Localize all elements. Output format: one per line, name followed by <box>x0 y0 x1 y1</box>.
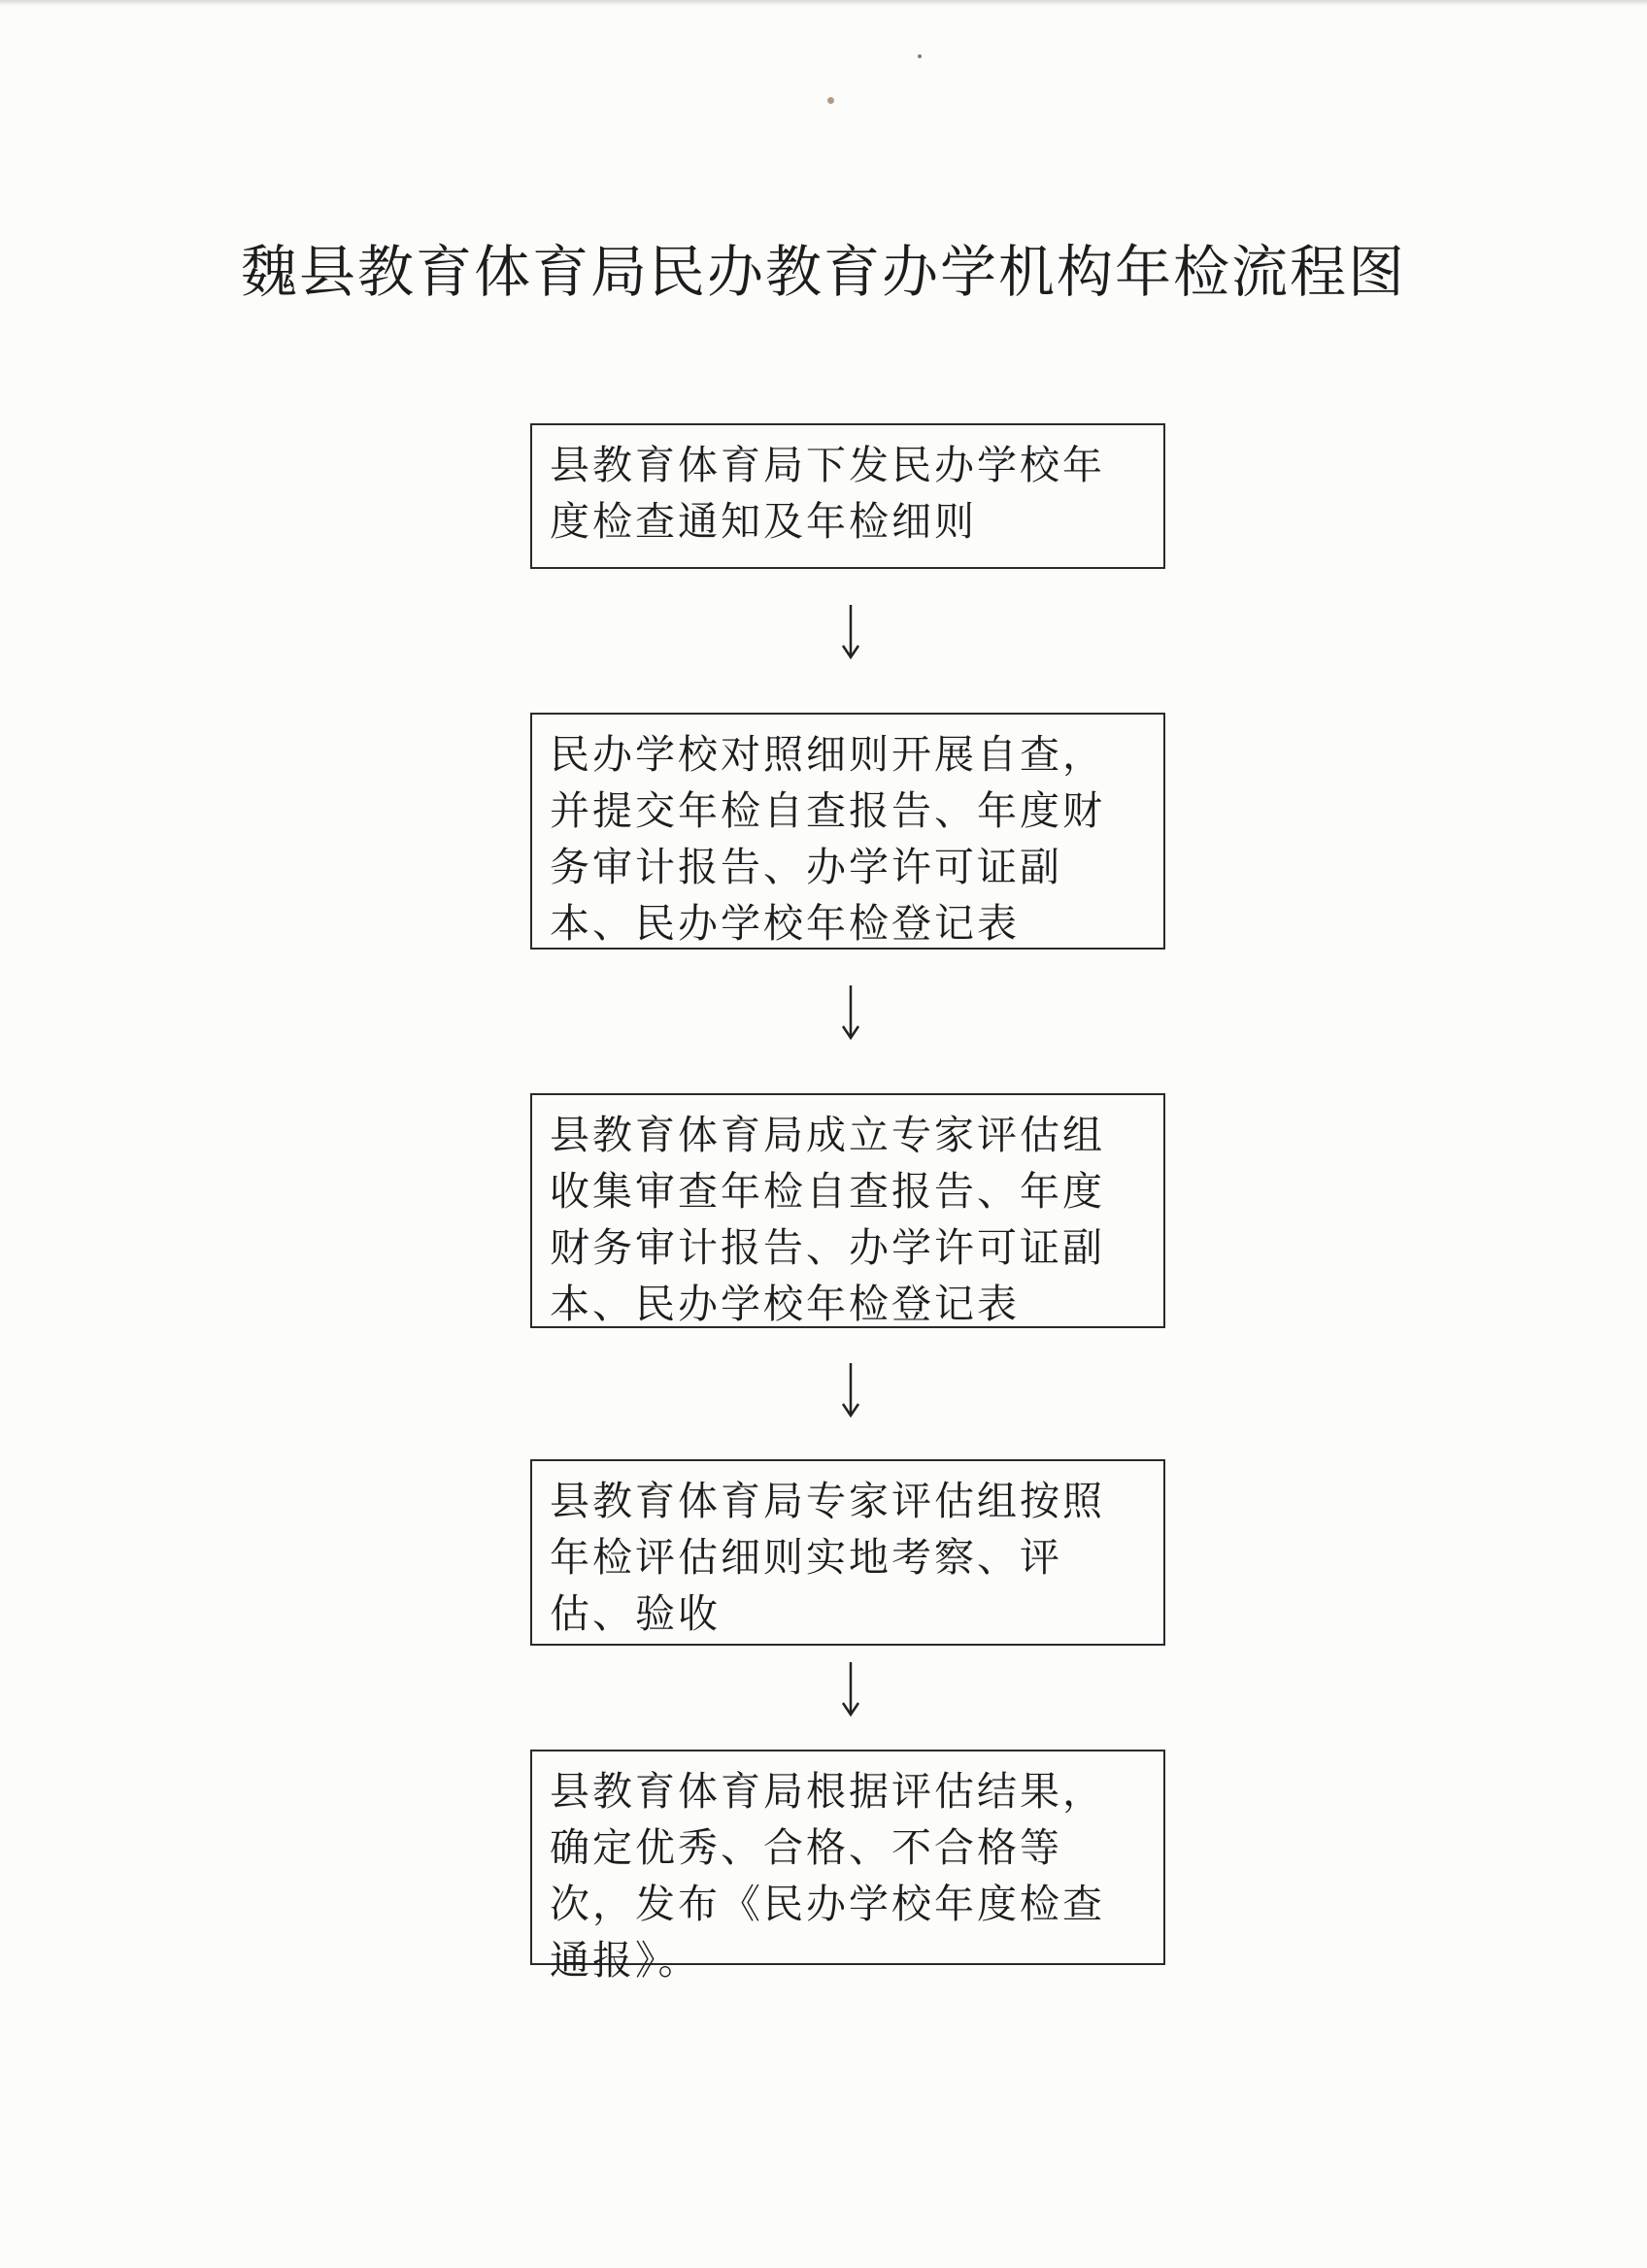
arrow-down-icon <box>835 603 866 661</box>
step-5-box: 县教育体育局根据评估结果，确定优秀、合格、不合格等次，发布《民办学校年度检查通报》。 <box>530 1750 1165 1965</box>
scan-speck <box>827 97 834 104</box>
scan-speck <box>918 54 922 58</box>
flowchart-title: 魏县教育体育局民办教育办学机构年检流程图 <box>240 239 1406 305</box>
step-2-box: 民办学校对照细则开展自查，并提交年检自查报告、年度财务审计报告、办学许可证副本、民办学校年检登记表 <box>530 713 1165 950</box>
step-3-box: 县教育体育局成立专家评估组收集审查年检自查报告、年度财务审计报告、办学许可证副本、民办学校年检登记表 <box>530 1093 1165 1328</box>
arrow-down-icon <box>835 1361 866 1419</box>
step-1-box: 县教育体育局下发民办学校年度检查通知及年检细则 <box>530 423 1165 569</box>
arrow-down-icon <box>835 984 866 1042</box>
arrow-down-icon <box>835 1660 866 1718</box>
paper-top-edge <box>0 0 1647 6</box>
step-4-box: 县教育体育局专家评估组按照年检评估细则实地考察、评估、验收 <box>530 1459 1165 1646</box>
